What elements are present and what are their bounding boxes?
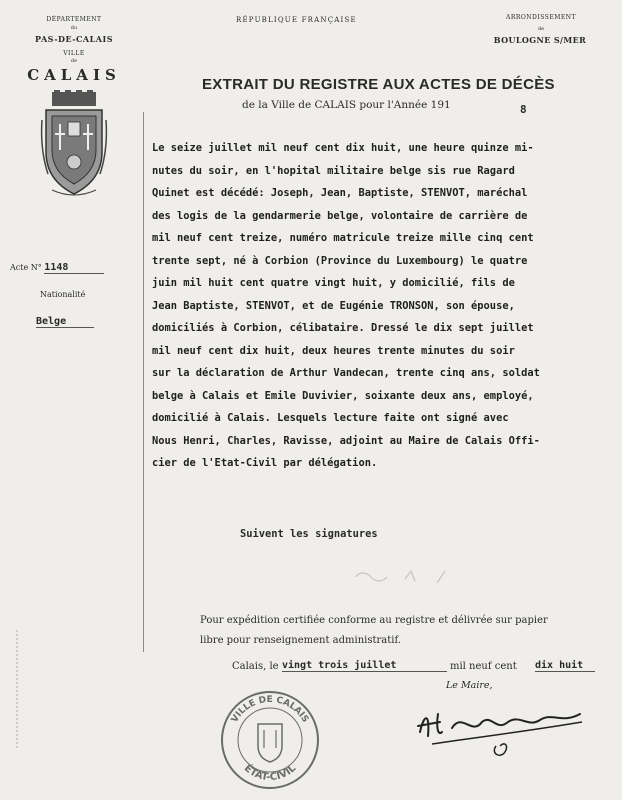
mil-neuf-cent-label: mil neuf cent (450, 661, 517, 672)
body-line: juin mil huit cent quatre vingt huit, y domicilié, fils de (152, 277, 515, 289)
faint-handwriting-mark (345, 565, 485, 585)
margin-rule (143, 112, 144, 652)
certification-line-1: Pour expédition certifiée conforme au registre et délivrée sur papier (200, 615, 548, 626)
arrondissement-label: ARRONDISSEMENT (506, 14, 576, 21)
departement-de: du (70, 25, 78, 31)
coat-of-arms-icon (38, 90, 110, 200)
body-line: domiciliés à Corbion, célibataire. Dressé le dix sept juillet (152, 322, 534, 334)
body-line: cier de l'Etat-Civil par délégation. (152, 457, 378, 469)
svg-text:VILLE DE CALAIS (230, 695, 310, 725)
body-line: Le seize juillet mil neuf cent dix huit, une heure quinze mi- (152, 142, 534, 154)
nationalite-value: Belge (36, 316, 94, 328)
svg-text:ÉTAT-CIVIL (242, 761, 299, 783)
body-line: belge à Calais et Emile Duvivier, soixante deux ans, employé, (152, 389, 534, 402)
body-line: trente sept, né à Corbion (Province du Luxembourg) le quatre (152, 254, 528, 267)
document-title: EXTRAIT DU REGISTRE AUX ACTES DE DÉCÈS (202, 76, 555, 93)
body-line: Jean Baptiste, STENVOT, et de Eugénie TRONSON, son épouse, (152, 299, 515, 312)
departement-label: DÉPARTEMENT (46, 16, 102, 23)
ville-label: VILLE (63, 50, 85, 57)
mayor-signature-icon (412, 692, 592, 762)
city-name: CALAIS (27, 66, 121, 84)
departement-name: PAS-DE-CALAIS (35, 34, 113, 44)
signatures-follow: Suivent les signatures (240, 528, 378, 540)
republique-francaise: RÉPUBLIQUE FRANÇAISE (236, 16, 357, 24)
body-line: des logis de la gendarmerie belge, volontaire de carrière de (152, 209, 528, 222)
date-day-value: vingt trois juillet (282, 660, 447, 672)
body-line: mil neuf cent treize, numéro matricule treize mille cinq cent (152, 232, 534, 244)
certification-block (200, 611, 600, 651)
left-header (10, 8, 138, 327)
body-line: sur la déclaration de Arthur Vandecan, trente cinq ans, soldat (152, 367, 540, 379)
body-line: Nous Henri, Charles, Ravisse, adjoint au Maire de Calais Offi- (152, 434, 540, 447)
year-digit: 8 (520, 103, 527, 116)
date-year-value: dix huit (535, 660, 595, 672)
stamp-bottom-text: ÉTAT-CIVIL (241, 762, 299, 784)
document-subtitle: de la Ville de CALAIS pour l'Année 191 (242, 99, 451, 111)
calais-le-label: Calais, le (232, 661, 279, 672)
body-line: mil neuf cent dix huit, deux heures trente minutes du soir (152, 344, 515, 357)
nationalite-label: Nationalité (40, 290, 86, 299)
le-maire-label: Le Maire, (446, 680, 493, 691)
acte-number-field (10, 262, 138, 274)
body-line: nutes du soir, en l'hopital militaire belge sis rue Ragard (152, 164, 515, 177)
official-stamp-icon (218, 688, 322, 792)
acte-label: Acte N° (10, 263, 42, 272)
certification-line-2: libre pour renseignement administratif. (200, 635, 401, 646)
ville-de: de (70, 58, 78, 64)
body-line: domicilié à Calais. Lesquels lecture faite ont signé avec (152, 412, 509, 424)
act-body (152, 142, 612, 480)
nationalite-field (10, 316, 164, 328)
stamp-top-text: VILLE DE CALAIS (229, 694, 311, 725)
body-line: Quinet est décédé: Joseph, Jean, Baptiste, STENVOT, maréchal (152, 187, 528, 199)
arrondissement-de: de (537, 26, 545, 32)
acte-value: 1148 (44, 262, 104, 274)
printer-mark (14, 630, 20, 750)
arrondissement-name: BOULOGNE S/MER (493, 35, 587, 45)
